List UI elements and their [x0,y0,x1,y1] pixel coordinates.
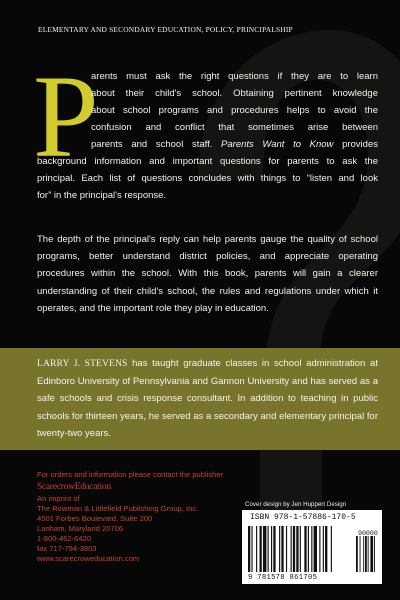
publisher-line: The Rowman & Littlefield Publishing Group, Inc. [37,504,199,513]
orders-info: For orders and information please contact the publisher [37,470,224,479]
category-line: ELEMENTARY AND SECONDARY EDUCATION, POLICY, PRINCIPALSHIP [38,25,293,34]
publisher-line: Lanham, Maryland 20706 [37,524,124,533]
publisher-line: 4501 Forbes Boulevard, Suite 200 [37,514,153,523]
intro-line [91,138,378,152]
intro-text: parents and school staff. [91,139,222,150]
drop-cap: P [33,51,99,182]
intro-line: about school programs and procedures helps to avoid the [91,105,378,116]
publisher-line: An imprint of [37,494,80,503]
intro-line: about their child's school. Obtaining pertinent knowledge [91,88,378,99]
book-title: Parents Want to Know [221,139,334,150]
publisher-brand: ScarecrowEducation [37,482,111,492]
author-name: LARRY J. STEVENS [37,358,128,369]
author-bio-text: has taught graduate classes in school administration at Edinboro University of Pennsylvania and Gannon University and has served as a safe schools and crisis response consultant. In addition to teaching in public schools for thirteen years, he served as a secondary and elementary principal for twenty-two years. [37,358,378,439]
publisher-fax: fax 717-794-3803 [37,544,97,553]
intro-line: for” in the principal's response. [37,190,167,201]
publisher-website: www.scarecroweducation.com [37,554,140,563]
intro-line: background information and important questions for parents to ask the [37,156,378,167]
barcode-digits: 9 781578 861705 [248,574,318,582]
intro-line: principal. Each list of questions concludes with things to “listen and look [37,173,378,184]
detail-paragraph: The depth of the principal's reply can help parents gauge the quality of school programs, better understand district policies, and appreciate operating procedures within the school. With this book, parents will gain a clearer understanding of their child's school, the rules and regulations under which it operates, and the important role they play in education. [37,234,378,314]
author-bio [37,355,378,443]
publisher-phone: 1-800-462-6420 [37,534,92,543]
intro-line: arents must ask the right questions if they are to learn [91,71,378,82]
cover-credit: Cover design by Jen Huppert Design [245,501,347,508]
isbn-number: ISBN 978-1-57886-170-5 [250,513,356,522]
price-code: 90000 [358,530,378,537]
intro-text: provides [333,139,378,150]
intro-line: confusion and conflict that sometimes arise between [91,122,378,133]
